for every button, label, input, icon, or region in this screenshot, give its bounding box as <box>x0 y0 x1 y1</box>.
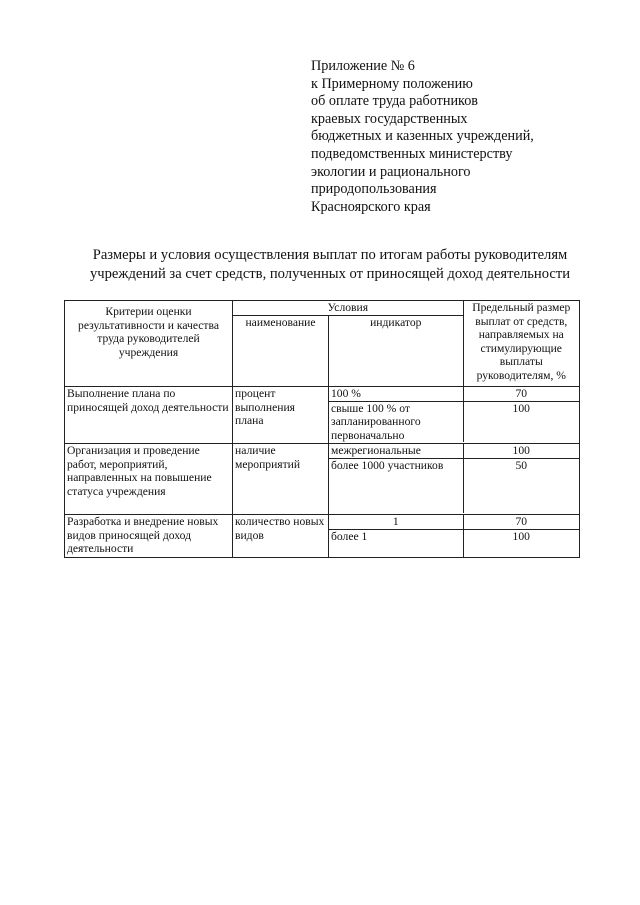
annex-line: экологии и рационального <box>311 163 471 180</box>
indicator-cell: межрегиональные <box>329 444 463 458</box>
indicator-group <box>329 444 580 515</box>
criterion-cell: Разработка и внедрение новых видов приносящей доход деятельности <box>65 515 233 558</box>
indicator-cell: 1 <box>329 515 463 529</box>
criterion-cell: Выполнение плана по приносящей доход деятельности <box>65 387 233 444</box>
annex-line: Приложение № 6 <box>311 58 415 74</box>
indicator-cell: более 1000 участников <box>329 458 463 513</box>
annex-line: бюджетных и казенных учреждений, <box>311 128 534 145</box>
limit-cell: 100 <box>463 529 579 557</box>
annex-line: к Примерному положению <box>311 75 473 92</box>
limit-cell: 70 <box>515 387 528 400</box>
document-title <box>40 246 620 284</box>
indicator-cell: 100 % <box>329 387 463 401</box>
header-limit: Предельный размер выплат от средств, направляемых на стимулирующие выплаты руководителям, % <box>463 301 579 387</box>
criterion-cell: Организация и проведение работ, мероприятий, направленных на повышение статуса учреждения <box>65 444 233 515</box>
limit-cell: 70 <box>515 515 528 528</box>
annex-line: Красноярского края <box>311 198 431 215</box>
annex-line: подведомственных министерству <box>311 145 513 162</box>
header-conditions: Условия <box>233 301 464 316</box>
indicator-cell: более 1 <box>329 529 463 557</box>
limit-cell: 50 <box>463 458 579 513</box>
annex-line: природопользования <box>311 181 437 198</box>
annex-header <box>311 58 621 216</box>
condition-name-cell: количество новых видов <box>233 515 329 558</box>
title-line-2: учреждений за счет средств, полученных от приносящей доход деятельности <box>89 266 571 282</box>
table-row <box>65 515 580 558</box>
indicator-cell: свыше 100 % от запланированного первоначально <box>329 401 463 442</box>
table-row <box>65 387 580 444</box>
header-indicator: индикатор <box>329 316 464 387</box>
condition-name-cell: наличие мероприятий <box>233 444 329 515</box>
annex-line: краевых государственных <box>311 110 468 127</box>
header-name: наименование <box>233 316 329 387</box>
annex-line: об оплате труда работников <box>311 93 479 110</box>
indicator-group <box>329 387 580 444</box>
payments-table <box>64 300 580 558</box>
header-criteria: Критерии оценки результативности и качества труда руководителей учреждения <box>65 301 233 387</box>
table-row <box>65 444 580 515</box>
limit-cell: 100 <box>512 444 530 457</box>
indicator-group <box>329 515 580 558</box>
condition-name-cell: процент выполнения плана <box>233 387 329 444</box>
limit-cell: 100 <box>463 401 579 442</box>
title-line-1: Размеры и условия осуществления выплат по итогам работы руководителям <box>92 247 568 263</box>
